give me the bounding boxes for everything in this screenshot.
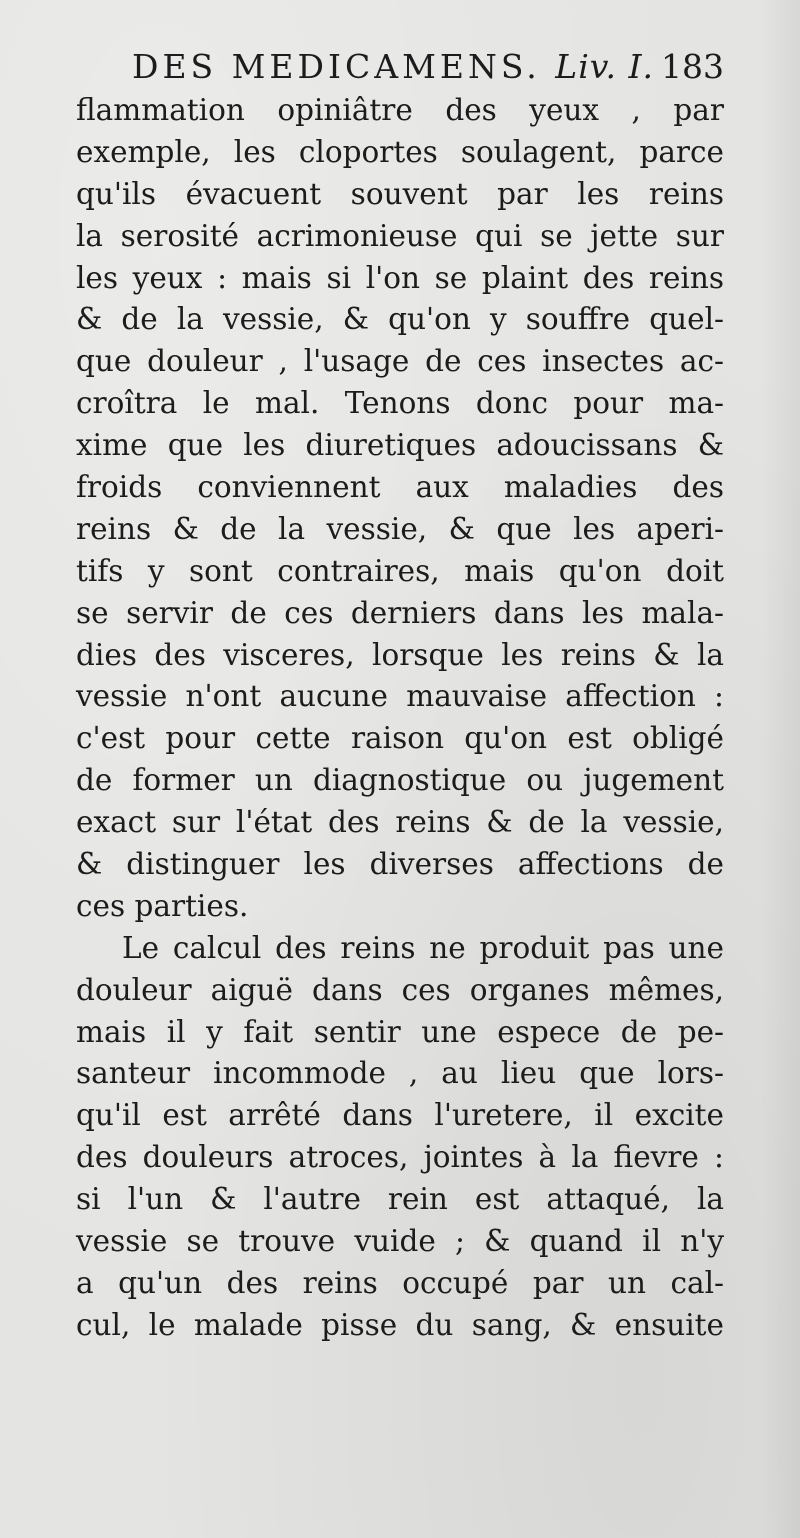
- paragraph-2: [76, 928, 724, 1347]
- text-line: mais il y fait sentir une espece de pe-: [76, 1014, 724, 1049]
- book-reference: Liv. I.: [555, 47, 654, 86]
- text-line: qu'ils évacuent souvent par les reins: [76, 176, 724, 211]
- text-line: exact sur l'état des reins & de la vessie,: [76, 805, 724, 840]
- body-text: [76, 90, 724, 1347]
- text-line: exemple, les cloportes soulagent, parce: [76, 134, 724, 169]
- text-line: vessie n'ont aucune mauvaise affection :: [76, 679, 724, 714]
- text-line: se servir de ces derniers dans les mala-: [76, 595, 724, 630]
- text-line: croîtra le mal. Tenons donc pour ma-: [76, 386, 724, 421]
- text-line: a qu'un des reins occupé par un cal-: [76, 1265, 724, 1300]
- text-line: flammation opiniâtre des yeux , par: [76, 93, 724, 127]
- text-line: les yeux : mais si l'on se plaint des reins: [76, 260, 724, 295]
- running-title: DES MEDICAMENS.: [132, 47, 541, 86]
- text-line: si l'un & l'autre rein est attaqué, la: [76, 1182, 724, 1217]
- text-line: qu'il est arrêté dans l'uretere, il excite: [76, 1098, 724, 1133]
- text-line: que douleur , l'usage de ces insectes ac-: [76, 344, 724, 379]
- text-line: douleur aiguë dans ces organes mêmes,: [76, 972, 724, 1007]
- text-line: & de la vessie, & qu'on y souffre quel-: [76, 302, 724, 337]
- text-line: xime que les diuretiques adoucissans &: [76, 428, 724, 463]
- paragraph-1: [76, 90, 724, 928]
- text-line: des douleurs atroces, jointes à la fievre :: [76, 1140, 724, 1175]
- text-line: Le calcul des reins ne produit pas une: [122, 930, 724, 965]
- text-line: cul, le malade pisse du sang, & ensuite: [76, 1307, 724, 1342]
- running-header: [132, 44, 732, 90]
- text-line: tifs y sont contraires, mais qu'on doit: [76, 553, 724, 588]
- text-line: la serosité acrimonieuse qui se jette sur: [76, 218, 724, 253]
- text-line: froids conviennent aux maladies des: [76, 470, 724, 505]
- text-line: & distinguer les diverses affections de: [76, 847, 724, 882]
- text-line: santeur incommode , au lieu que lors-: [76, 1056, 724, 1091]
- text-line: dies des visceres, lorsque les reins & la: [76, 637, 724, 672]
- text-line: de former un diagnostique ou jugement: [76, 763, 724, 798]
- text-line: ces parties.: [76, 888, 249, 923]
- text-line: c'est pour cette raison qu'on est obligé: [76, 721, 724, 756]
- text-line: reins & de la vessie, & que les aperi-: [76, 511, 724, 546]
- text-line: vessie se trouve vuide ; & quand il n'y: [76, 1224, 724, 1259]
- page-edge-shadow: [760, 0, 800, 1538]
- page-number: 183: [661, 47, 724, 86]
